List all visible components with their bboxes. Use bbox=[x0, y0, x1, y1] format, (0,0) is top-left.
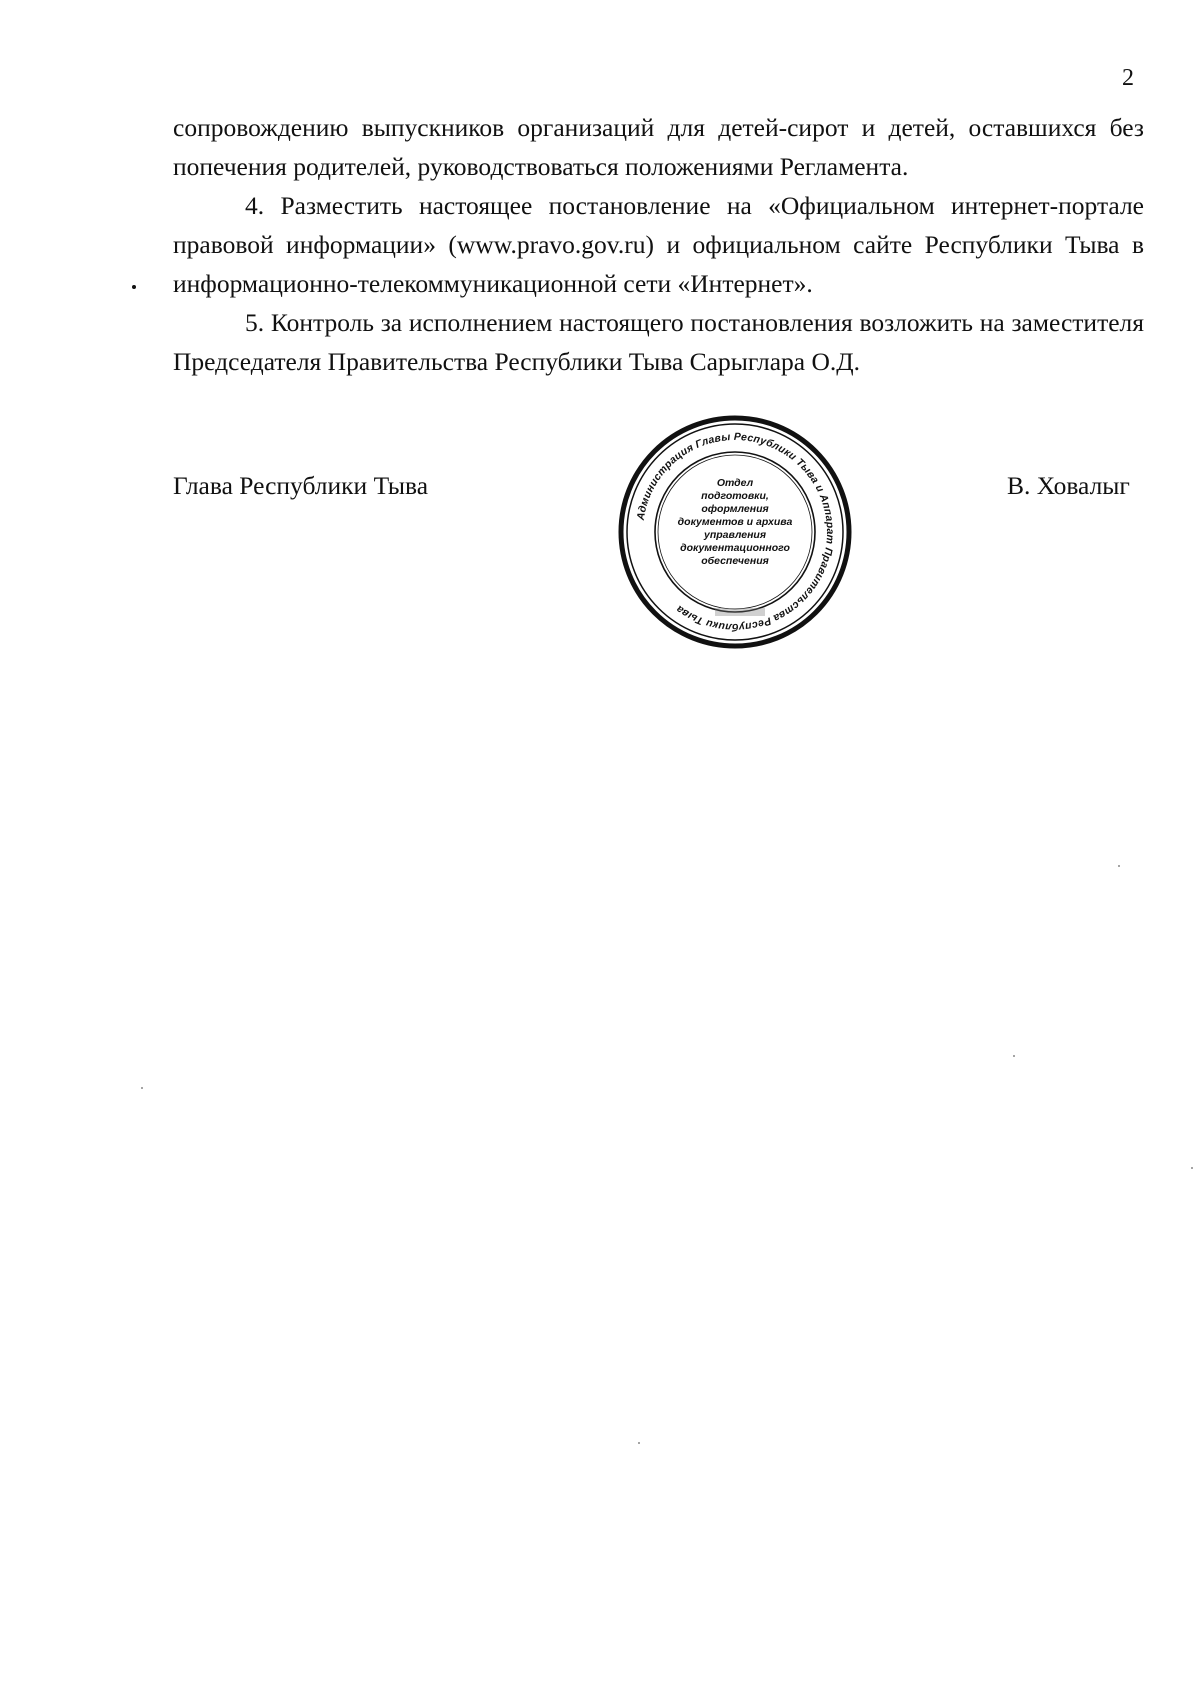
seal-ring-textpath: Администрация Главы Республики Тыва и Аппарат Правительства Республики Тыва bbox=[634, 430, 837, 634]
paragraph-item-4: 4. Разместить настоящее постановление на «Официальном интернет-портале правовой информации» (www.pravo.gov.ru) и официальном сайте Республики Тыва в информационно-телекоммуникационной сети «Интернет». bbox=[173, 191, 1144, 298]
seal-line-4: документов и архива bbox=[677, 516, 793, 528]
document-body bbox=[173, 108, 1144, 381]
stray-dot bbox=[132, 285, 136, 289]
scan-speck bbox=[638, 1442, 640, 1444]
seal-line-5: управления bbox=[703, 529, 767, 541]
paragraph-continuation: сопровождению выпускников организаций для детей-сирот и детей, оставшихся без попечения родителей, руководствоваться положениями Регламента. bbox=[173, 113, 1144, 181]
seal-wear-marks bbox=[715, 608, 765, 616]
scan-speck bbox=[1191, 1167, 1193, 1169]
seal-line-3: оформления bbox=[701, 503, 769, 515]
seal-line-6: документационного bbox=[680, 542, 790, 554]
official-seal bbox=[615, 412, 855, 652]
seal-center-text bbox=[655, 477, 815, 568]
page-number: 2 bbox=[1122, 65, 1134, 91]
scan-speck bbox=[141, 1087, 143, 1089]
scan-speck bbox=[1118, 865, 1120, 867]
scan-speck bbox=[1013, 1055, 1015, 1057]
signature-role: Глава Республики Тыва bbox=[173, 471, 429, 500]
paragraph-item-5: 5. Контроль за исполнением настоящего постановления возложить на заместителя Председателя Правительства Республики Тыва Сарыглара О.Д. bbox=[173, 308, 1144, 376]
seal-line-7: обеспечения bbox=[701, 555, 769, 567]
seal-line-1: Отдел bbox=[716, 477, 754, 489]
signature-name: В. Ховалыг bbox=[1007, 471, 1130, 500]
seal-line-2: подготовки, bbox=[701, 490, 769, 502]
